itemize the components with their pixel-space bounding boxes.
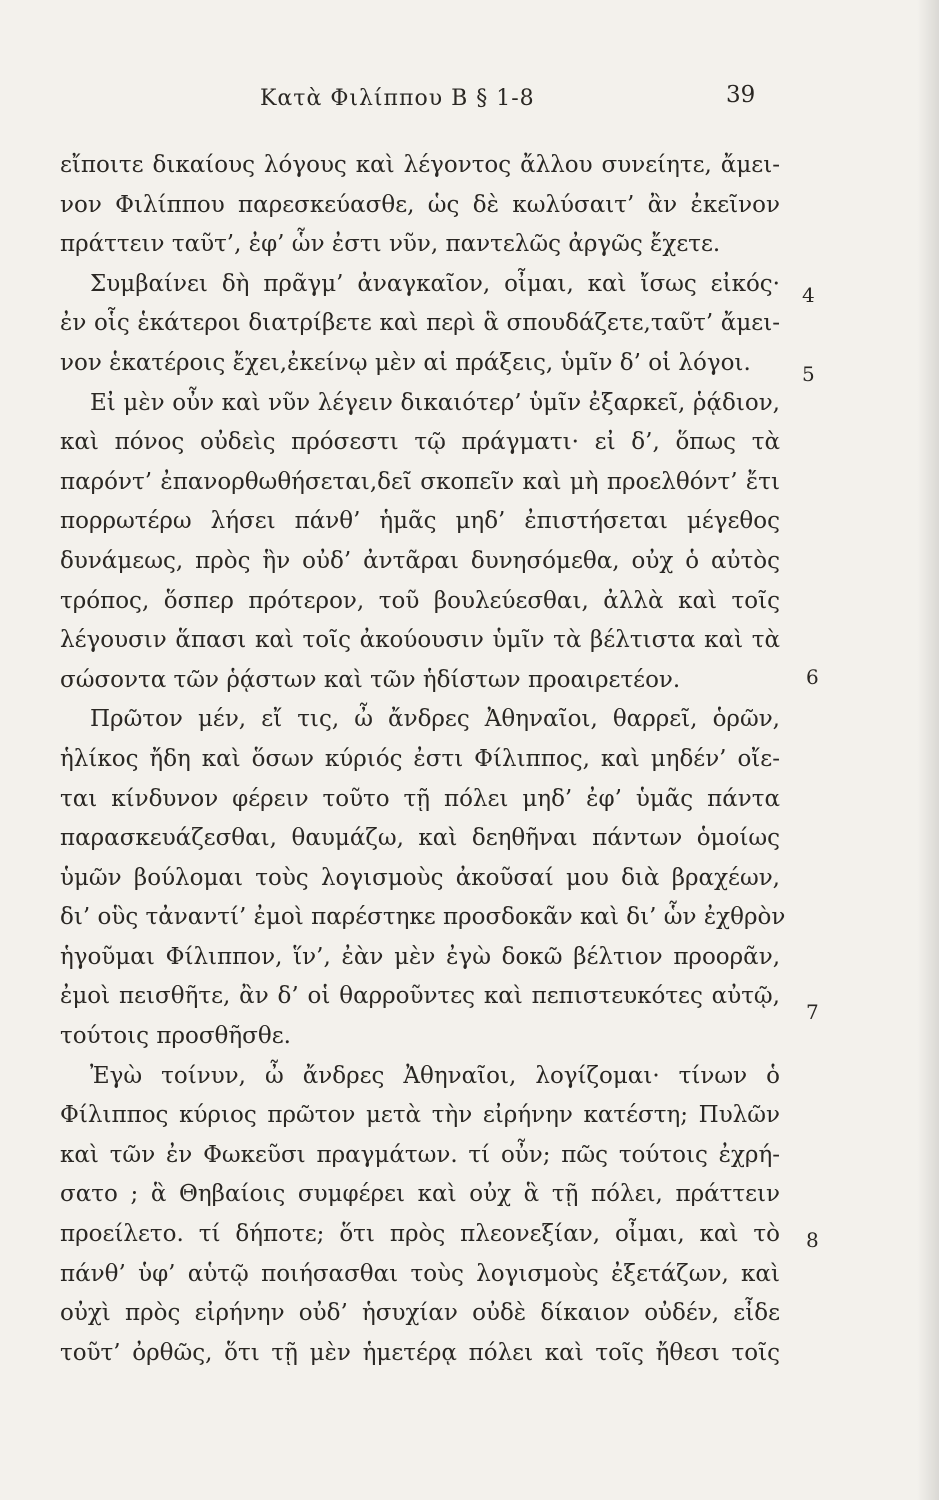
section-number: 4 bbox=[802, 283, 815, 307]
text-line: πράττειν ταῦτ’, ἐφ’ ὧν ἐστι νῦν, παντελῶς ἀργῶς ἔχετε. bbox=[60, 231, 721, 258]
page-header bbox=[0, 82, 939, 122]
body-text bbox=[60, 146, 786, 1373]
page-number: 39 bbox=[726, 82, 756, 108]
text-line: νον ἑκατέροις ἔχει,ἐκείνῳ μὲν αἱ πράξεις, ὑμῖν δ’ οἱ λόγοι. bbox=[60, 349, 751, 376]
text-line: ἡλίκος ἤδη καὶ ὅσων κύριός ἐστι Φίλιππος, καὶ μηδέν’ οἴε- bbox=[60, 745, 780, 772]
section-number: 5 bbox=[802, 362, 815, 386]
text-line: Ἐγὼ τοίνυν, ὦ ἄνδρες Ἀθηναῖοι, λογίζομαι· τίνων ὁ bbox=[90, 1062, 780, 1089]
text-line: λέγουσιν ἅπασι καὶ τοῖς ἀκούουσιν ὑμῖν τὰ βέλτιστα καὶ τὰ bbox=[60, 627, 780, 654]
text-line: σατο ; ἃ Θηβαίοις συμφέρει καὶ οὐχ ἃ τῇ πόλει, πράττειν bbox=[60, 1181, 780, 1208]
text-line: δυνάμεως, πρὸς ἣν οὐδ’ ἀντᾶραι δυνησόμεθα, οὐχ ὁ αὐτὸς bbox=[60, 547, 780, 574]
text-line: πάνθ’ ὑφ’ αὑτῷ ποιήσασθαι τοὺς λογισμοὺς ἐξετάζων, καὶ bbox=[60, 1260, 780, 1287]
text-line: καὶ τῶν ἐν Φωκεῦσι πραγμάτων. τί οὖν; πῶς τούτοις ἐχρή- bbox=[60, 1141, 780, 1168]
text-line: ται κίνδυνον φέρειν τοῦτο τῇ πόλει μηδ’ ἐφ’ ὑμᾶς πάντα bbox=[60, 785, 780, 812]
text-line: ἡγοῦμαι Φίλιππον, ἵν’, ἐὰν μὲν ἐγὼ δοκῶ βέλτιον προορᾶν, bbox=[60, 943, 780, 970]
text-line: ἐν οἷς ἑκάτεροι διατρίβετε καὶ περὶ ἃ σπουδάζετε,ταῦτ’ ἄμει- bbox=[60, 310, 780, 337]
text-line: Συμβαίνει δὴ πρᾶγμ’ ἀναγκαῖον, οἶμαι, καὶ ἴσως εἰκός· bbox=[90, 270, 780, 297]
text-line: προείλετο. τί δήποτε; ὅτι πρὸς πλεονεξίαν, οἶμαι, καὶ τὸ bbox=[60, 1221, 780, 1248]
text-line: παρασκευάζεσθαι, θαυμάζω, καὶ δεηθῆναι πάντων ὁμοίως bbox=[60, 825, 780, 852]
text-line: ὑμῶν βούλομαι τοὺς λογισμοὺς ἀκοῦσαί μου διὰ βραχέων, bbox=[60, 864, 780, 891]
section-number: 8 bbox=[806, 1228, 819, 1252]
text-line: πορρωτέρω λήσει πάνθ’ ἡμᾶς μηδ’ ἐπιστήσεται μέγεθος bbox=[60, 508, 780, 535]
section-number: 6 bbox=[806, 665, 819, 689]
text-line: τρόπος, ὅσπερ πρότερον, τοῦ βουλεύεσθαι, ἀλλὰ καὶ τοῖς bbox=[60, 587, 780, 614]
text-line: οὐχὶ πρὸς εἰρήνην οὐδ’ ἡσυχίαν οὐδὲ δίκαιον οὐδέν, εἶδε bbox=[60, 1300, 780, 1327]
text-line: ἐμοὶ πεισθῆτε, ἂν δ’ οἱ θαρροῦντες καὶ πεπιστευκότες αὐτῷ, bbox=[60, 983, 780, 1010]
text-line: Εἰ μὲν οὖν καὶ νῦν λέγειν δικαιότερ’ ὑμῖν ἐξαρκεῖ, ῥᾴδιον, bbox=[90, 389, 780, 416]
text-line: Φίλιππος κύριος πρῶτον μετὰ τὴν εἰρήνην κατέστη; Πυλῶν bbox=[60, 1102, 780, 1129]
text-line: καὶ πόνος οὐδεὶς πρόσεστι τῷ πράγματι· εἰ δ’, ὅπως τὰ bbox=[60, 429, 780, 456]
running-head: Κατὰ Φιλίππου Β § 1-8 bbox=[260, 86, 535, 111]
text-line: εἴποιτε δικαίους λόγους καὶ λέγοντος ἄλλου συνείητε, ἄμει- bbox=[60, 152, 780, 178]
section-number: 7 bbox=[806, 1000, 819, 1024]
text-line: Πρῶτον μέν, εἴ τις, ὦ ἄνδρες Ἀθηναῖοι, θαρρεῖ, ὁρῶν, bbox=[90, 706, 780, 733]
text-line: τοῦτ’ ὀρθῶς, ὅτι τῇ μὲν ἡμετέρᾳ πόλει καὶ τοῖς ἤθεσι τοῖς bbox=[60, 1339, 780, 1366]
text-line: νον Φιλίππου παρεσκεύασθε, ὡς δὲ κωλύσαιτ’ ἂν ἐκεῖνον bbox=[60, 191, 780, 218]
text-line: σώσοντα τῶν ῥᾴστων καὶ τῶν ἡδίστων προαιρετέον. bbox=[60, 666, 681, 693]
text-line: τούτοις προσθῆσθε. bbox=[60, 1023, 291, 1050]
text-line: παρόντ’ ἐπανορθωθήσεται,δεῖ σκοπεῖν καὶ μὴ προελθόντ’ ἔτι bbox=[60, 468, 780, 495]
text-line: δι’ οὓς τἀναντί’ ἐμοὶ παρέστηκε προσδοκᾶν καὶ δι’ ὧν ἐχθρὸν bbox=[60, 904, 786, 931]
